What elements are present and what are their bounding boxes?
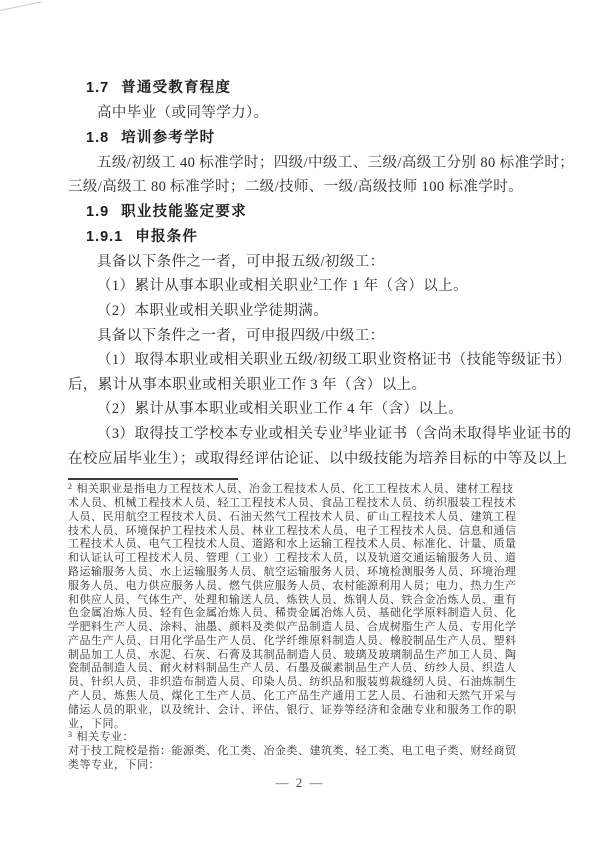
- body-line: [68, 422, 572, 447]
- footnote-2-line: 学肥料生产人员、涂料、油墨、颜料及类似产品制造人员、合成树脂生产人员、专用化学: [68, 621, 517, 634]
- section-title: 普通受教育程度: [121, 80, 232, 96]
- body-line: [68, 274, 540, 299]
- page-number: — 2 —: [275, 775, 325, 790]
- footnote-2-line: 服务人员、电力供应服务人员、燃气供应服务人员、农村能源利用人员；电力、热力生产: [68, 579, 517, 592]
- section-number: 1.9.1: [86, 228, 124, 245]
- footnote-2-line: 人员、民用航空工程技术人员、石油天然气工程技术人员、矿山工程技术人员、建筑工程: [68, 510, 517, 523]
- body-line: [68, 250, 540, 275]
- footnote-2-line: 制品加工人员、水泥、石灰、石膏及其制品制造人员、玻璃及玻璃制品生产加工人员、陶: [68, 648, 517, 661]
- section-heading-1-7: [86, 76, 540, 101]
- body-text: 具备以下条件之一者，可申报四级/中级工：: [97, 327, 385, 344]
- body-text: 在校应届毕业生）；或取得经评估论证、以中级技能为培养目标的中等及以上: [68, 450, 568, 467]
- footnote-text: 相关职业是指电力工程技术人员、冶金工程技术人员、化工工程技术人员、建材工程技: [76, 483, 514, 496]
- body-line: [68, 373, 540, 398]
- footnote-2-line: [68, 483, 540, 497]
- section-title: 培训参考学时: [121, 129, 216, 146]
- footnote-ref-3: 3: [343, 423, 348, 434]
- footnote-2-line: 工程技术人员、电气工程技术人员、道路和水上运输工程技术人员、标准化、计量、质量: [68, 538, 517, 551]
- footnote-2-line: 术人员、机械工程技术人员、轻工工程技术人员、食品工程技术人员、纺织服装工程技术: [68, 496, 517, 509]
- footnote-2-line: 瓷制品制造人员、耐火材料制品生产人员、石墨及碳素制品生产人员、纺纱人员、织造人: [68, 662, 517, 675]
- footnote-2-line: 路运输服务人员、水上运输服务人员、航空运输服务人员、环境检测服务人员、环境治理: [68, 565, 517, 578]
- section-number: 1.9: [86, 203, 110, 220]
- footnote-2-marker: 2: [68, 482, 73, 492]
- paragraph-education-level: 高中毕业（或同等学力）。: [97, 105, 269, 121]
- footnote-2-line: 技术人员、环境保护工程技术人员、林业工程技术人员、电子工程技术人员、信息和通信: [68, 524, 517, 537]
- footnote-2-line: 色金属冶炼人员、轻有色金属冶炼人员、稀贵金属冶炼人员、基础化学原料制造人员、化: [68, 607, 517, 620]
- section-number: 1.8: [86, 129, 110, 146]
- body-text: 毕业证书（含尚未取得毕业证书的: [347, 425, 572, 442]
- footnote-text: 相关专业：: [76, 731, 134, 744]
- body-line: [68, 324, 540, 349]
- footnote-3-marker: 3: [68, 730, 73, 740]
- body-line: [68, 397, 540, 422]
- body-line: [68, 348, 571, 373]
- body-line: [68, 299, 540, 324]
- footnote-2-line: 业，下同。: [68, 717, 126, 730]
- footnote-3-line: 类等专业，下同：: [68, 759, 160, 772]
- footnote-3-line: 对于技工院校是指：能源类、化工类、冶金类、建筑类、轻工类、电工电子类、财经商贸: [68, 745, 517, 758]
- footnote-2-line: 储运人员的职业，以及统计、会计、评估、银行、证券等经济和金融专业和服务工作的职: [68, 703, 517, 716]
- body-text: （3）取得技工学校本专业或相关专业: [97, 425, 344, 442]
- section-heading-1-9-1: [86, 225, 540, 250]
- section-heading-1-8: [86, 126, 540, 151]
- section-title: 职业技能鉴定要求: [121, 203, 247, 220]
- body-line: [68, 447, 568, 472]
- footnote-2-line: 和供应人员、气体生产、处理和输送人员、炼铁人员、炼钢人员、铁合金冶炼人员、重有: [68, 593, 517, 606]
- footnote-2-line: 员、针织人员、非织造布制造人员、印染人员、纺织品和服装剪裁缝纫人员、石油炼制生: [68, 676, 517, 689]
- body-text: （2）本职业或相关职业学徒期满。: [97, 302, 329, 319]
- body-text: 工作 1 年（含）以上。: [318, 278, 468, 295]
- scan-artifact-line: [0, 1, 42, 12]
- body-text: 后，累计从事本职业或相关职业工作 3 年（含）以上。: [68, 376, 427, 393]
- footnote-3-line: [68, 731, 540, 745]
- body-text: （2）累计从事本职业或相关职业工作 4 年（含）以上。: [97, 401, 464, 418]
- footnote-2-line: 产人员、炼焦人员、煤化工生产人员、化工产品生产通用工艺人员、石油和天然气开采与: [68, 690, 517, 703]
- body-text: （1）累计从事本职业或相关职业: [97, 278, 314, 295]
- paragraph-training-hours-line: 三级/高级工 80 标准学时；二级/技师、一级/高级技师 100 标准学时。: [68, 179, 524, 196]
- footnote-2-line: 产品生产人员、日用化学品生产人员、化学纤维原料制造人员、橡胶制品生产人员、塑料: [68, 634, 517, 647]
- section-number: 1.7: [86, 80, 110, 96]
- body-text: （1）取得本职业或相关职业五级/初级工职业资格证书（技能等级证书）: [97, 352, 571, 369]
- section-heading-1-9: [86, 200, 540, 225]
- paragraph-training-hours-line: 五级/初级工 40 标准学时；四级/中级工、三级/高级工分别 80 标准学时；: [97, 154, 575, 171]
- body-text: 具备以下条件之一者，可申报五级/初级工：: [97, 253, 385, 270]
- footnote-ref-2: 2: [313, 276, 319, 287]
- footnote-separator: [68, 478, 238, 480]
- section-title: 申报条件: [135, 228, 199, 245]
- footnote-2-line: 和认证认可工程技术人员、管理（工业）工程技术人员，以及轨道交通运输服务人员、道: [68, 552, 517, 565]
